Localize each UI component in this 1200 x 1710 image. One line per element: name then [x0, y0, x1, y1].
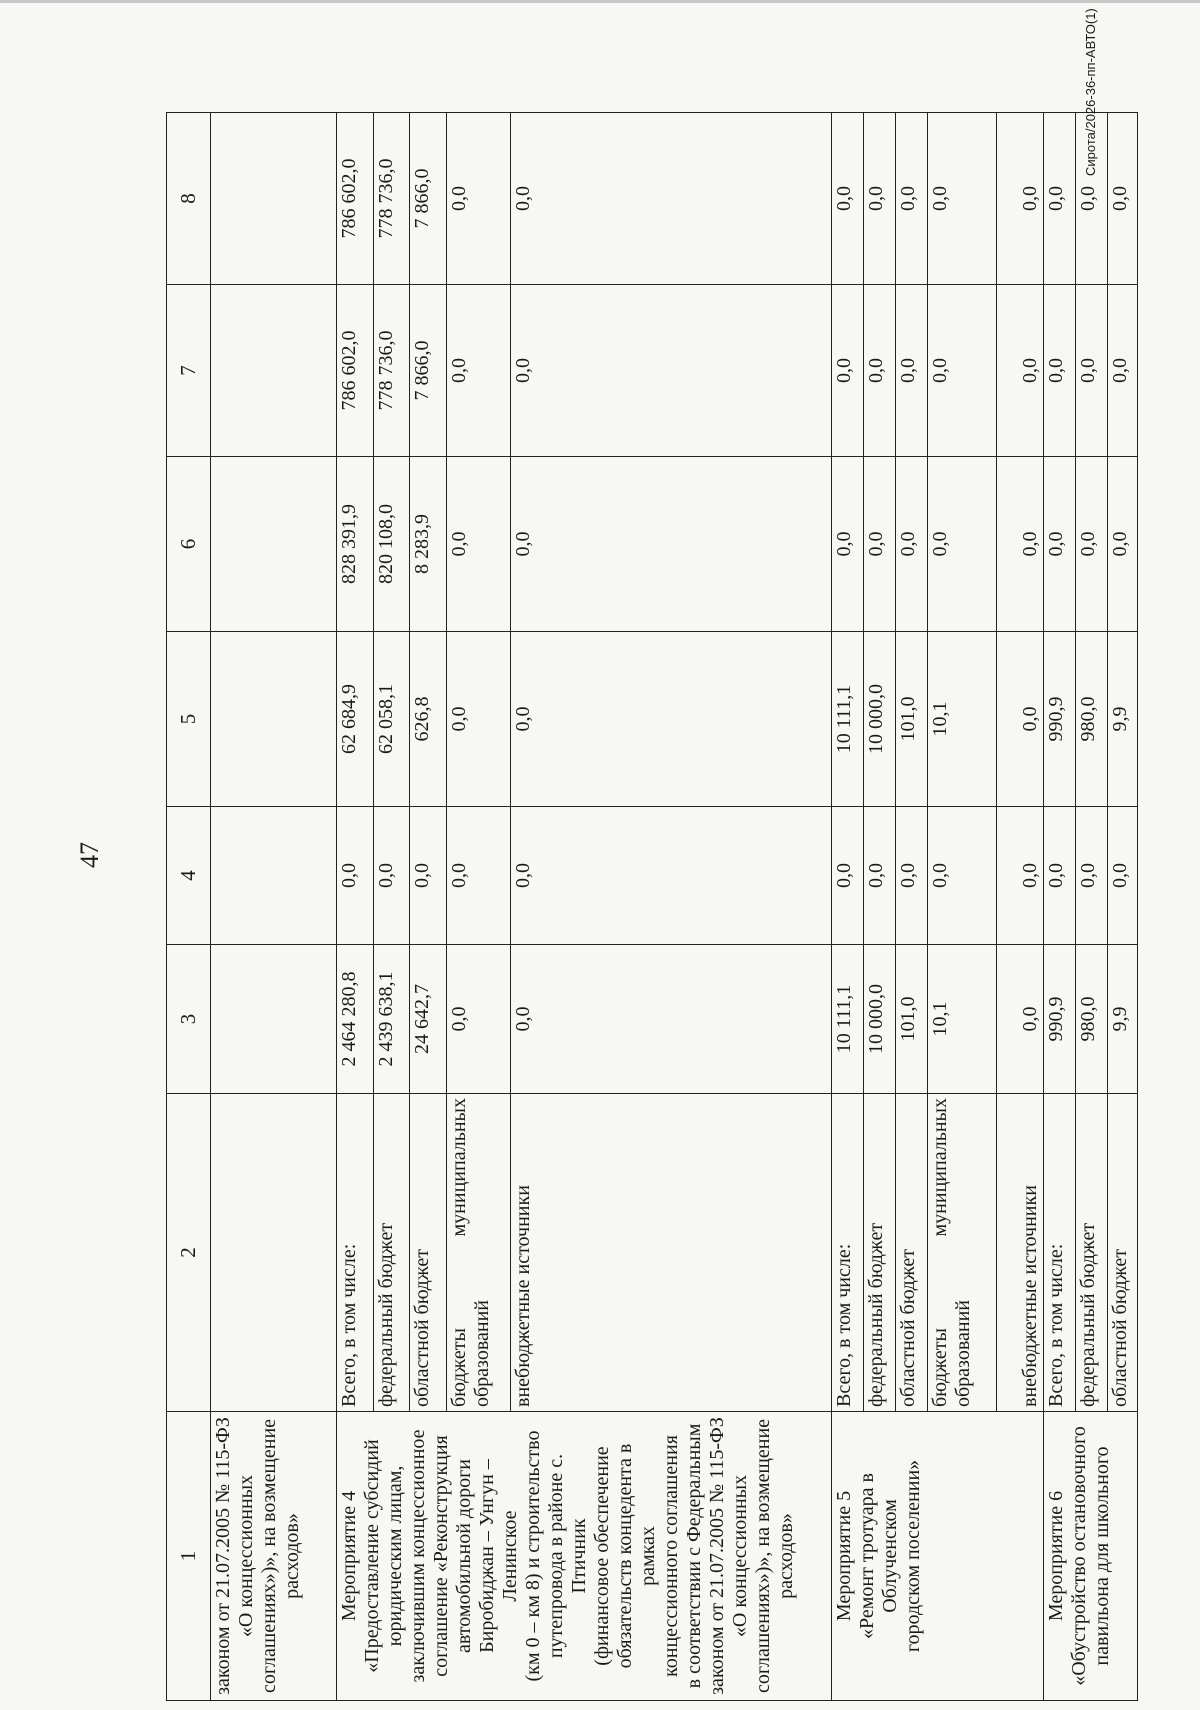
value-col-7: 0,0	[896, 285, 928, 457]
value-col-5: 990,9	[1043, 632, 1075, 807]
value-col-7: 786 602,0	[337, 285, 374, 457]
value-col-3: 10 111,1	[832, 945, 864, 1094]
value-col-3: 9,9	[1107, 945, 1137, 1094]
text-line: расходов»	[775, 1513, 798, 1599]
value-col-3: 2 439 638,1	[373, 945, 410, 1094]
empty-cell	[210, 1094, 336, 1412]
text-part: бюджеты	[929, 1328, 952, 1407]
table-row-continuation	[210, 113, 336, 1701]
text-line: юридическим лицам,	[384, 1465, 407, 1647]
value-col-8: 0,0	[1043, 113, 1075, 285]
value-col-6: 0,0	[928, 457, 996, 632]
value-col-4: 0,0	[1075, 807, 1107, 945]
activity-4-description	[337, 1412, 832, 1701]
text-line: образований	[952, 1299, 975, 1407]
text-line: законом от 21.07.2005 № 115-ФЗ	[211, 1417, 234, 1695]
value-col-7: 7 866,0	[410, 285, 447, 457]
value-col-6: 0,0	[996, 457, 1043, 632]
text-part: муниципальных	[447, 1098, 470, 1237]
value-col-8: 0,0	[928, 113, 996, 285]
value-col-6: 0,0	[1043, 457, 1075, 632]
empty-cell	[210, 945, 336, 1094]
activity-description-continued	[210, 1412, 336, 1701]
header-col-4: 4	[167, 807, 211, 945]
page-number: 47	[75, 842, 104, 868]
value-col-4: 0,0	[410, 807, 447, 945]
empty-cell	[210, 285, 336, 457]
empty-cell	[210, 113, 336, 285]
value-col-6: 8 283,9	[410, 457, 447, 632]
text-line: Мероприятие 6	[1044, 1490, 1067, 1622]
value-col-4: 0,0	[996, 807, 1043, 945]
funding-source: федеральный бюджет	[1075, 1094, 1107, 1412]
text-line: (финансовое обеспечение	[591, 1446, 614, 1666]
funding-source: федеральный бюджет	[373, 1094, 410, 1412]
value-col-7: 0,0	[832, 285, 864, 457]
text-line: законом от 21.07.2005 № 115-ФЗ	[706, 1417, 729, 1695]
empty-cell	[210, 807, 336, 945]
value-col-5: 62 058,1	[373, 632, 410, 807]
funding-source: внебюджетные источники	[510, 1094, 832, 1412]
funding-source: областной бюджет	[1107, 1094, 1137, 1412]
text-line: расходов»	[280, 1513, 303, 1599]
text-line: (км 0 – км 8) и строительство	[522, 1430, 545, 1682]
text-line: соглашение «Реконструкция	[430, 1435, 453, 1677]
header-col-5: 5	[167, 632, 211, 807]
table-row	[337, 113, 374, 1701]
value-col-4: 0,0	[896, 807, 928, 945]
value-col-8: 0,0	[864, 113, 896, 285]
text-line: «Ремонт тротуара в Облученском	[856, 1473, 902, 1639]
funding-source: областной бюджет	[410, 1094, 447, 1412]
value-col-8: 0,0	[446, 113, 510, 285]
activity-6-description	[1043, 1412, 1137, 1701]
empty-cell	[210, 457, 336, 632]
header-col-6: 6	[167, 457, 211, 632]
value-col-7: 778 736,0	[373, 285, 410, 457]
value-col-3: 990,9	[1043, 945, 1075, 1094]
value-col-8: 0,0	[832, 113, 864, 285]
text-line: автомобильной дороги	[453, 1458, 476, 1654]
value-col-7: 0,0	[510, 285, 832, 457]
activity-5-description	[832, 1412, 1044, 1701]
value-col-4: 0,0	[510, 807, 832, 945]
funding-table	[166, 112, 1138, 1701]
value-col-4: 0,0	[928, 807, 996, 945]
value-col-8: 0,0	[1107, 113, 1137, 285]
header-col-1: 1	[167, 1412, 211, 1701]
text-part: муниципальных	[929, 1098, 952, 1237]
value-col-6: 0,0	[446, 457, 510, 632]
value-col-6: 0,0	[510, 457, 832, 632]
table-row	[832, 113, 864, 1701]
value-col-3: 10 000,0	[864, 945, 896, 1094]
value-col-3: 0,0	[446, 945, 510, 1094]
value-col-7: 0,0	[1043, 285, 1075, 457]
funding-source: Всего, в том числе:	[337, 1094, 374, 1412]
value-col-5: 0,0	[446, 632, 510, 807]
value-col-5: 0,0	[996, 632, 1043, 807]
value-col-7: 0,0	[996, 285, 1043, 457]
text-line: соглашениях»)», на возмещение	[752, 1418, 775, 1694]
value-col-7: 0,0	[864, 285, 896, 457]
text-line: концессионного соглашения	[660, 1435, 683, 1677]
table-row	[1043, 113, 1075, 1701]
funding-source: Всего, в том числе:	[832, 1094, 864, 1412]
value-col-3: 2 464 280,8	[337, 945, 374, 1094]
value-col-5: 62 684,9	[337, 632, 374, 807]
text-line: Биробиджан – Унгун – Ленинское	[476, 1459, 522, 1653]
value-col-4: 0,0	[337, 807, 374, 945]
value-col-3: 980,0	[1075, 945, 1107, 1094]
header-row	[167, 113, 211, 1701]
value-col-8: 0,0	[510, 113, 832, 285]
text-line: образований	[470, 1299, 493, 1407]
rotated-table-wrapper	[166, 113, 1138, 1701]
funding-source	[928, 1094, 996, 1412]
value-col-5: 10,1	[928, 632, 996, 807]
value-col-3: 0,0	[996, 945, 1043, 1094]
value-col-5: 980,0	[1075, 632, 1107, 807]
value-col-7: 0,0	[1075, 285, 1107, 457]
value-col-3: 0,0	[510, 945, 832, 1094]
value-col-5: 101,0	[896, 632, 928, 807]
value-col-7: 0,0	[1107, 285, 1137, 457]
value-col-8: 778 736,0	[373, 113, 410, 285]
value-col-7: 0,0	[446, 285, 510, 457]
document-code: Сирота/2026-36-пп-АВТО(1)	[1083, 8, 1098, 176]
value-col-3: 24 642,7	[410, 945, 447, 1094]
funding-source	[446, 1094, 510, 1412]
value-col-4: 0,0	[1043, 807, 1075, 945]
header-col-8: 8	[167, 113, 211, 285]
value-col-4: 0,0	[373, 807, 410, 945]
value-col-8: 7 866,0	[410, 113, 447, 285]
value-col-5: 10 000,0	[864, 632, 896, 807]
text-line: в соответствии с Федеральным	[683, 1423, 706, 1689]
value-col-6: 0,0	[832, 457, 864, 632]
text-line: заключившим концессионное	[407, 1429, 430, 1683]
value-col-8: 0,0	[1075, 113, 1107, 285]
empty-cell	[210, 632, 336, 807]
funding-source: областной бюджет	[896, 1094, 928, 1412]
value-col-5: 10 111,1	[832, 632, 864, 807]
text-line: Мероприятие 5	[833, 1490, 856, 1622]
value-col-6: 0,0	[864, 457, 896, 632]
value-col-6: 820 108,0	[373, 457, 410, 632]
scan-edge-line	[0, 0, 1200, 3]
text-line: павильона для школьного	[1090, 1446, 1113, 1666]
header-col-2: 2	[167, 1094, 211, 1412]
value-col-8: 0,0	[896, 113, 928, 285]
funding-source: федеральный бюджет	[864, 1094, 896, 1412]
value-col-3: 10,1	[928, 945, 996, 1094]
text-line: «Предоставление субсидий	[361, 1439, 384, 1673]
text-line: путепровода в районе с. Птичник	[545, 1453, 591, 1659]
text-line: соглашениях»)», на возмещение	[257, 1418, 280, 1694]
value-col-7: 0,0	[928, 285, 996, 457]
funding-source: внебюджетные источники	[996, 1094, 1043, 1412]
text-line: «О концессионных	[234, 1474, 257, 1638]
text-line: городском поселении»	[902, 1459, 925, 1653]
text-line: «О концессионных	[729, 1474, 752, 1638]
value-col-5: 626,8	[410, 632, 447, 807]
header-col-7: 7	[167, 285, 211, 457]
value-col-4: 0,0	[446, 807, 510, 945]
value-col-5: 0,0	[510, 632, 832, 807]
value-col-8: 786 602,0	[337, 113, 374, 285]
text-line: «Обустройство остановочного	[1067, 1426, 1090, 1686]
value-col-5: 9,9	[1107, 632, 1137, 807]
header-col-3: 3	[167, 945, 211, 1094]
text-line: обязательств концедента в рамках	[614, 1443, 660, 1669]
value-col-4: 0,0	[864, 807, 896, 945]
value-col-6: 0,0	[1075, 457, 1107, 632]
funding-source: Всего, в том числе:	[1043, 1094, 1075, 1412]
text-line: Мероприятие 4	[338, 1490, 361, 1622]
value-col-6: 0,0	[1107, 457, 1137, 632]
value-col-6: 0,0	[896, 457, 928, 632]
justified-line	[929, 1098, 952, 1407]
value-col-6: 828 391,9	[337, 457, 374, 632]
value-col-4: 0,0	[1107, 807, 1137, 945]
value-col-8: 0,0	[996, 113, 1043, 285]
value-col-3: 101,0	[896, 945, 928, 1094]
text-part: бюджеты	[447, 1328, 470, 1407]
justified-line	[448, 1098, 471, 1407]
value-col-4: 0,0	[832, 807, 864, 945]
